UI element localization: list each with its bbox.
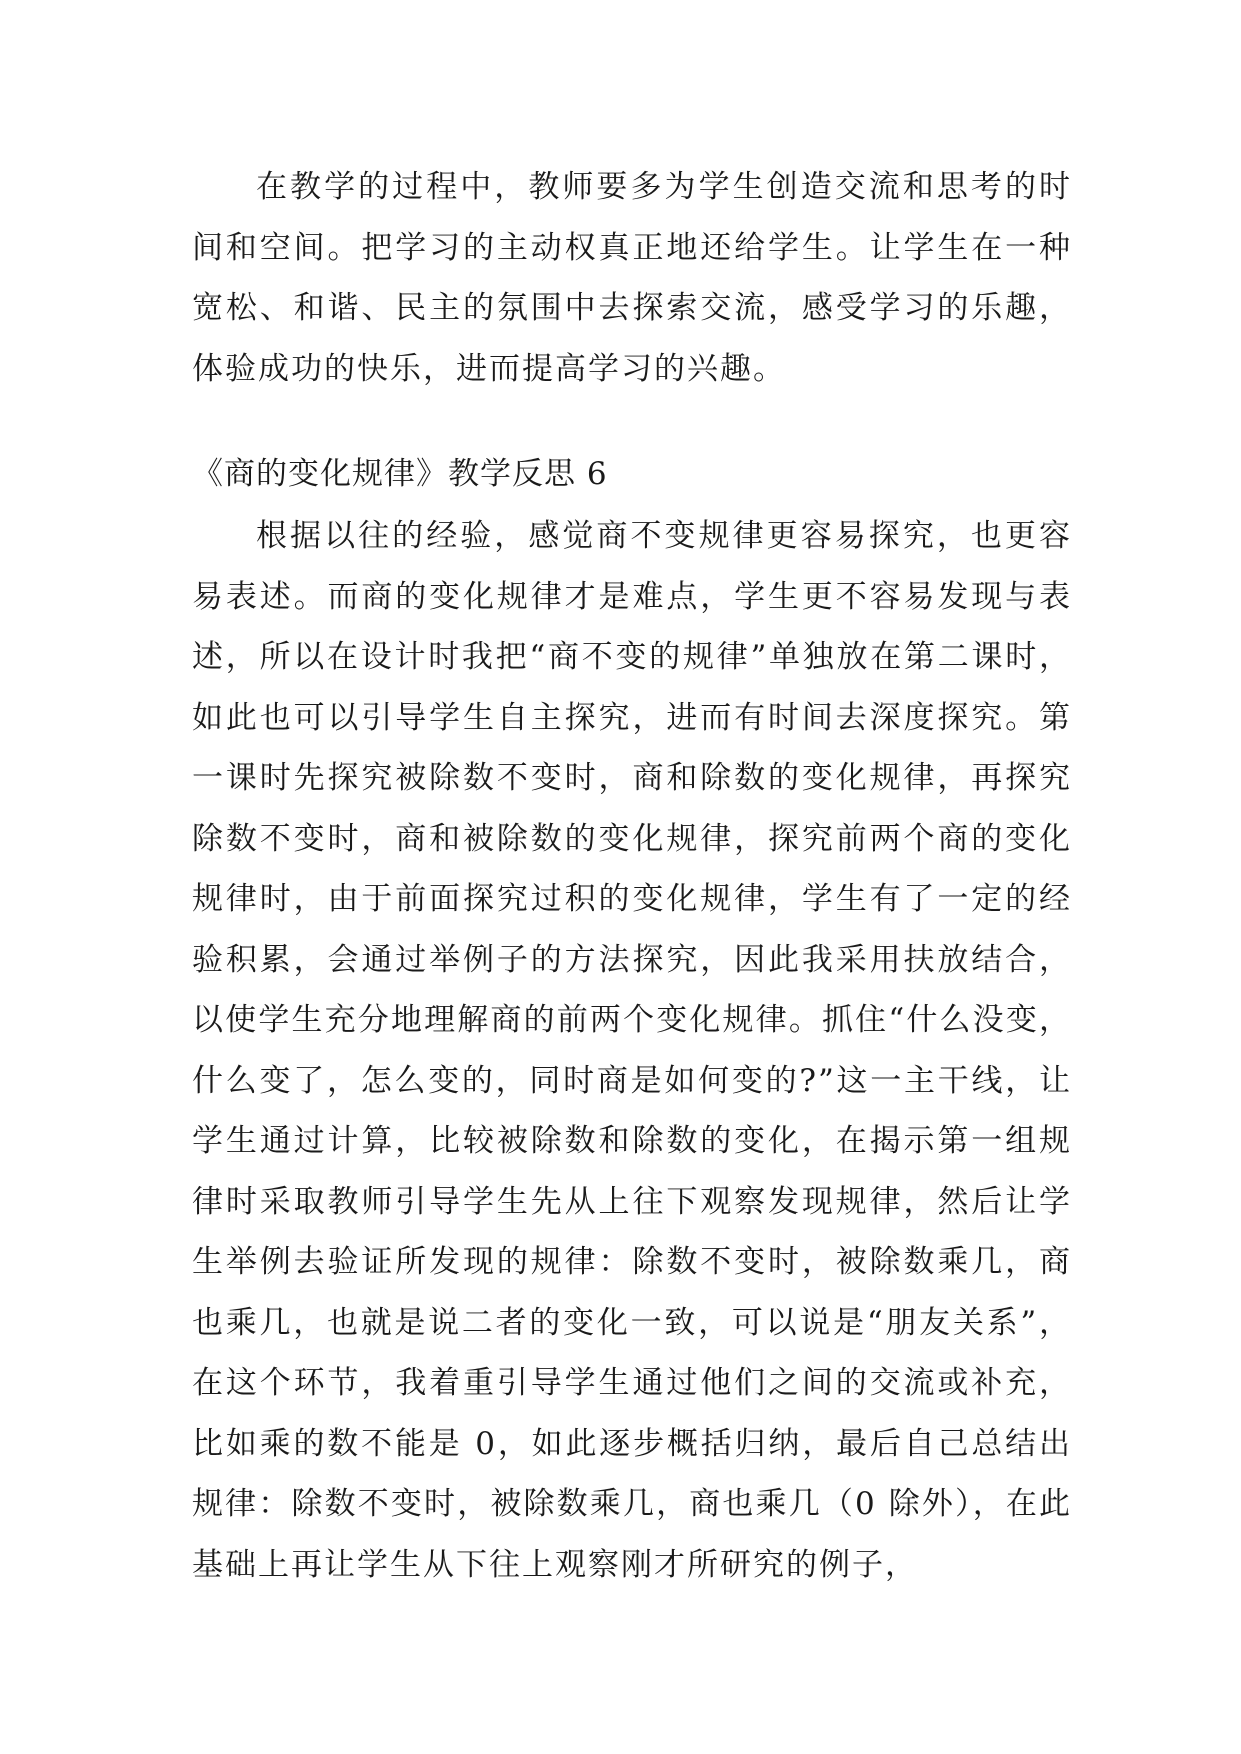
section-heading: 《商的变化规律》教学反思 6 xyxy=(192,456,608,492)
paragraph-reflection: 根据以往的经验，感觉商不变规律更容易探究，也更容易表述。而商的变化规律才是难点，学生更不容易发现与表述，所以在设计时我把“商不变的规律”单独放在第二课时，如此也可以引导学生自主探究，进而有时间去深度探究。第一课时先探究被除数不变时，商和除数的变化规律，再探究除数不变时，商和被除数的变化规律，探究前两个商的变化规律时，由于前面探究过积的变化规律，学生有了一定的经验积累，会通过举例子的方法探究，因此我采用扶放结合，以使学生充分地理解商的前两个变化规律。抓住“什么没变，什么变了，怎么变的，同时商是如何变的?”这一主干线，让学生通过计算，比较被除数和除数的变化，在揭示第一组规律时采取教师引导学生先从上往下观察发现规律，然后让学生举例去验证所发现的规律：除数不变时，被除数乘几，商也乘几，也就是说二者的变化一致，可以说是“朋友关系”，在这个环节，我着重引导学生通过他们之间的交流或补充，比如乘的数不能是 0，如此逐步概括归纳，最后自己总结出规律：除数不变时，被除数乘几，商也乘几（0 除外），在此基础上再让学生从下往上观察刚才所研究的例子， xyxy=(192,518,1072,1583)
paragraph-teaching-process: 在教学的过程中，教师要多为学生创造交流和思考的时间和空间。把学习的主动权真正地还给学生。让学生在一种宽松、和谐、民主的氛围中去探索交流，感受学习的乐趣，体验成功的快乐，进而提高学习的兴趣。 xyxy=(192,169,1072,387)
